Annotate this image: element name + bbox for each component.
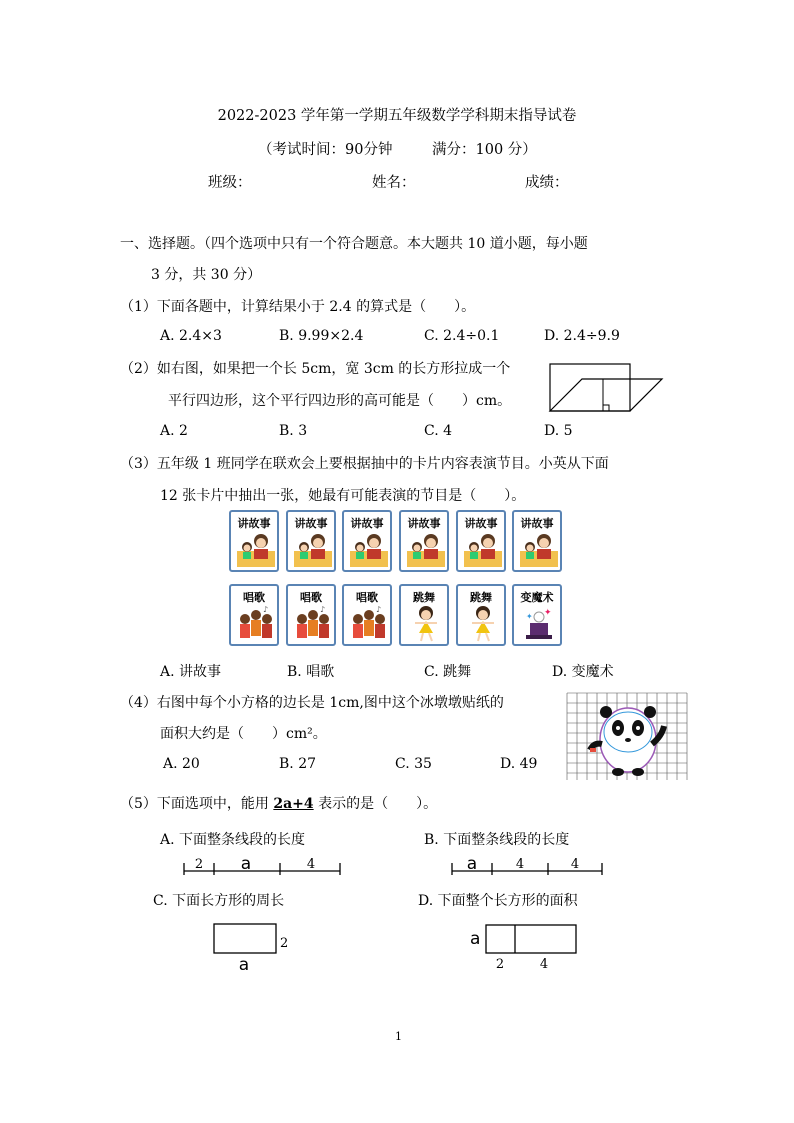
program-card-label: 跳舞 (413, 591, 435, 604)
segment-b-figure (448, 855, 608, 877)
page-number: 1 (395, 1030, 402, 1043)
rect-d-bottom-label-1: 2 (495, 957, 505, 972)
rect-c-side-label: 2 (280, 936, 289, 951)
seg-a-label-2: a (240, 855, 252, 874)
q4-option-c: C. 35 (395, 756, 432, 772)
rectangle-d-figure (468, 920, 584, 972)
program-card (229, 584, 279, 646)
question-5-pre: （5）下面选项中，能用 (120, 796, 274, 812)
program-card (456, 584, 506, 646)
q2-option-d: D. 5 (544, 423, 573, 439)
question-3-cont: 12 张卡片中抽出一张，她最有可能表演的节目是（ ）。 (160, 488, 526, 504)
program-card (512, 584, 562, 646)
seg-b-label-3: 4 (570, 857, 580, 872)
q5-option-b: B. 下面整条线段的长度 (424, 832, 570, 848)
q4-option-a: A. 20 (163, 756, 200, 772)
q3-option-c: C. 跳舞 (424, 664, 472, 680)
question-4: （4）右图中每个小方格的边长是 1cm,图中这个冰墩墩贴纸的 (120, 695, 504, 711)
q1-option-a: A. 2.4×3 (160, 328, 222, 344)
q3-option-d: D. 变魔术 (552, 664, 614, 680)
q3-option-b: B. 唱歌 (287, 664, 335, 680)
program-card (456, 510, 506, 572)
grade-label: 成绩： (525, 175, 569, 191)
program-card-label: 变魔术 (520, 591, 554, 604)
svg-text:✦: ✦ (526, 612, 533, 621)
rectangle-c-figure (210, 920, 300, 972)
program-card-label: 跳舞 (470, 591, 492, 604)
seg-b-label-1: a (466, 855, 478, 874)
question-2-cont: 平行四边形，这个平行四边形的高可能是（ ）cm。 (168, 393, 512, 409)
question-4-cont: 面积大约是（ ）cm²。 (160, 726, 327, 742)
q5-option-d: D. 下面整个长方形的面积 (418, 893, 578, 909)
panda-sticker-icon (590, 706, 664, 776)
svg-text:♪: ♪ (320, 605, 326, 614)
program-card-label: 讲故事 (237, 517, 271, 530)
question-2: （2）如右图，如果把一个长 5cm，宽 3cm 的长方形拉成一个 (120, 361, 511, 377)
question-3: （3）五年级 1 班同学在联欢会上要根据抽中的卡片内容表演节目。小英从下面 (120, 456, 609, 472)
question-1: （1）下面各题中，计算结果小于 2.4 的算式是（ ）。 (120, 299, 476, 315)
program-card-label: 讲故事 (294, 517, 328, 530)
q4-option-d: D. 49 (500, 756, 538, 772)
q3-option-a: A. 讲故事 (160, 664, 222, 680)
program-card-label: 唱歌 (300, 591, 322, 604)
program-card (399, 584, 449, 646)
q4-option-b: B. 27 (279, 756, 317, 772)
program-card (286, 584, 336, 646)
q2-option-c: C. 4 (424, 423, 453, 439)
q1-option-d: D. 2.4÷9.9 (544, 328, 620, 344)
rect-c-bottom-label: a (238, 955, 250, 972)
segment-a-figure (180, 855, 346, 877)
program-card-label: 讲故事 (407, 517, 441, 530)
svg-text:✦: ✦ (544, 608, 552, 618)
name-label: 姓名： (372, 175, 416, 191)
class-label: 班级： (208, 175, 252, 191)
q2-option-a: A. 2 (160, 423, 188, 439)
question-5 (120, 793, 437, 813)
page-title: 2022-2023 学年第一学期五年级数学学科期末指导试卷 (217, 108, 577, 124)
program-card-label: 讲故事 (464, 517, 498, 530)
question-5-post: 表示的是（ ）。 (313, 796, 438, 812)
q1-option-b: B. 9.99×2.4 (279, 328, 364, 344)
question-5-expression: 2a+4 (273, 796, 314, 812)
program-card-label: 讲故事 (520, 517, 554, 530)
seg-a-label-1: 2 (194, 857, 204, 872)
program-card-label: 讲故事 (350, 517, 384, 530)
svg-text:♪: ♪ (263, 605, 269, 614)
svg-text:♪: ♪ (376, 605, 382, 614)
program-card-label: 唱歌 (356, 591, 378, 604)
exam-total-score: 满分：100 分） (432, 142, 537, 158)
section-heading-cont: 3 分，共 30 分） (151, 267, 262, 283)
rect-d-side-label: a (470, 929, 481, 949)
seg-a-label-3: 4 (306, 857, 316, 872)
rectangle-parallelogram-figure (545, 362, 665, 414)
program-card (342, 510, 392, 572)
program-card-label: 唱歌 (243, 591, 265, 604)
q2-option-b: B. 3 (279, 423, 308, 439)
q5-option-a: A. 下面整条线段的长度 (160, 832, 306, 848)
rect-d-bottom-label-2: 4 (539, 957, 549, 972)
program-card (286, 510, 336, 572)
bing-dwen-dwen-grid-figure (566, 692, 690, 780)
section-heading: 一、选择题。（四个选项中只有一个符合题意。本大题共 10 道小题，每小题 (120, 236, 588, 252)
program-card (229, 510, 279, 572)
q5-option-c: C. 下面长方形的周长 (153, 893, 285, 909)
program-card (399, 510, 449, 572)
q1-option-c: C. 2.4÷0.1 (424, 328, 500, 344)
seg-b-label-2: 4 (515, 857, 525, 872)
program-card (342, 584, 392, 646)
exam-time: （考试时间：90分钟 (258, 142, 393, 158)
program-card (512, 510, 562, 572)
